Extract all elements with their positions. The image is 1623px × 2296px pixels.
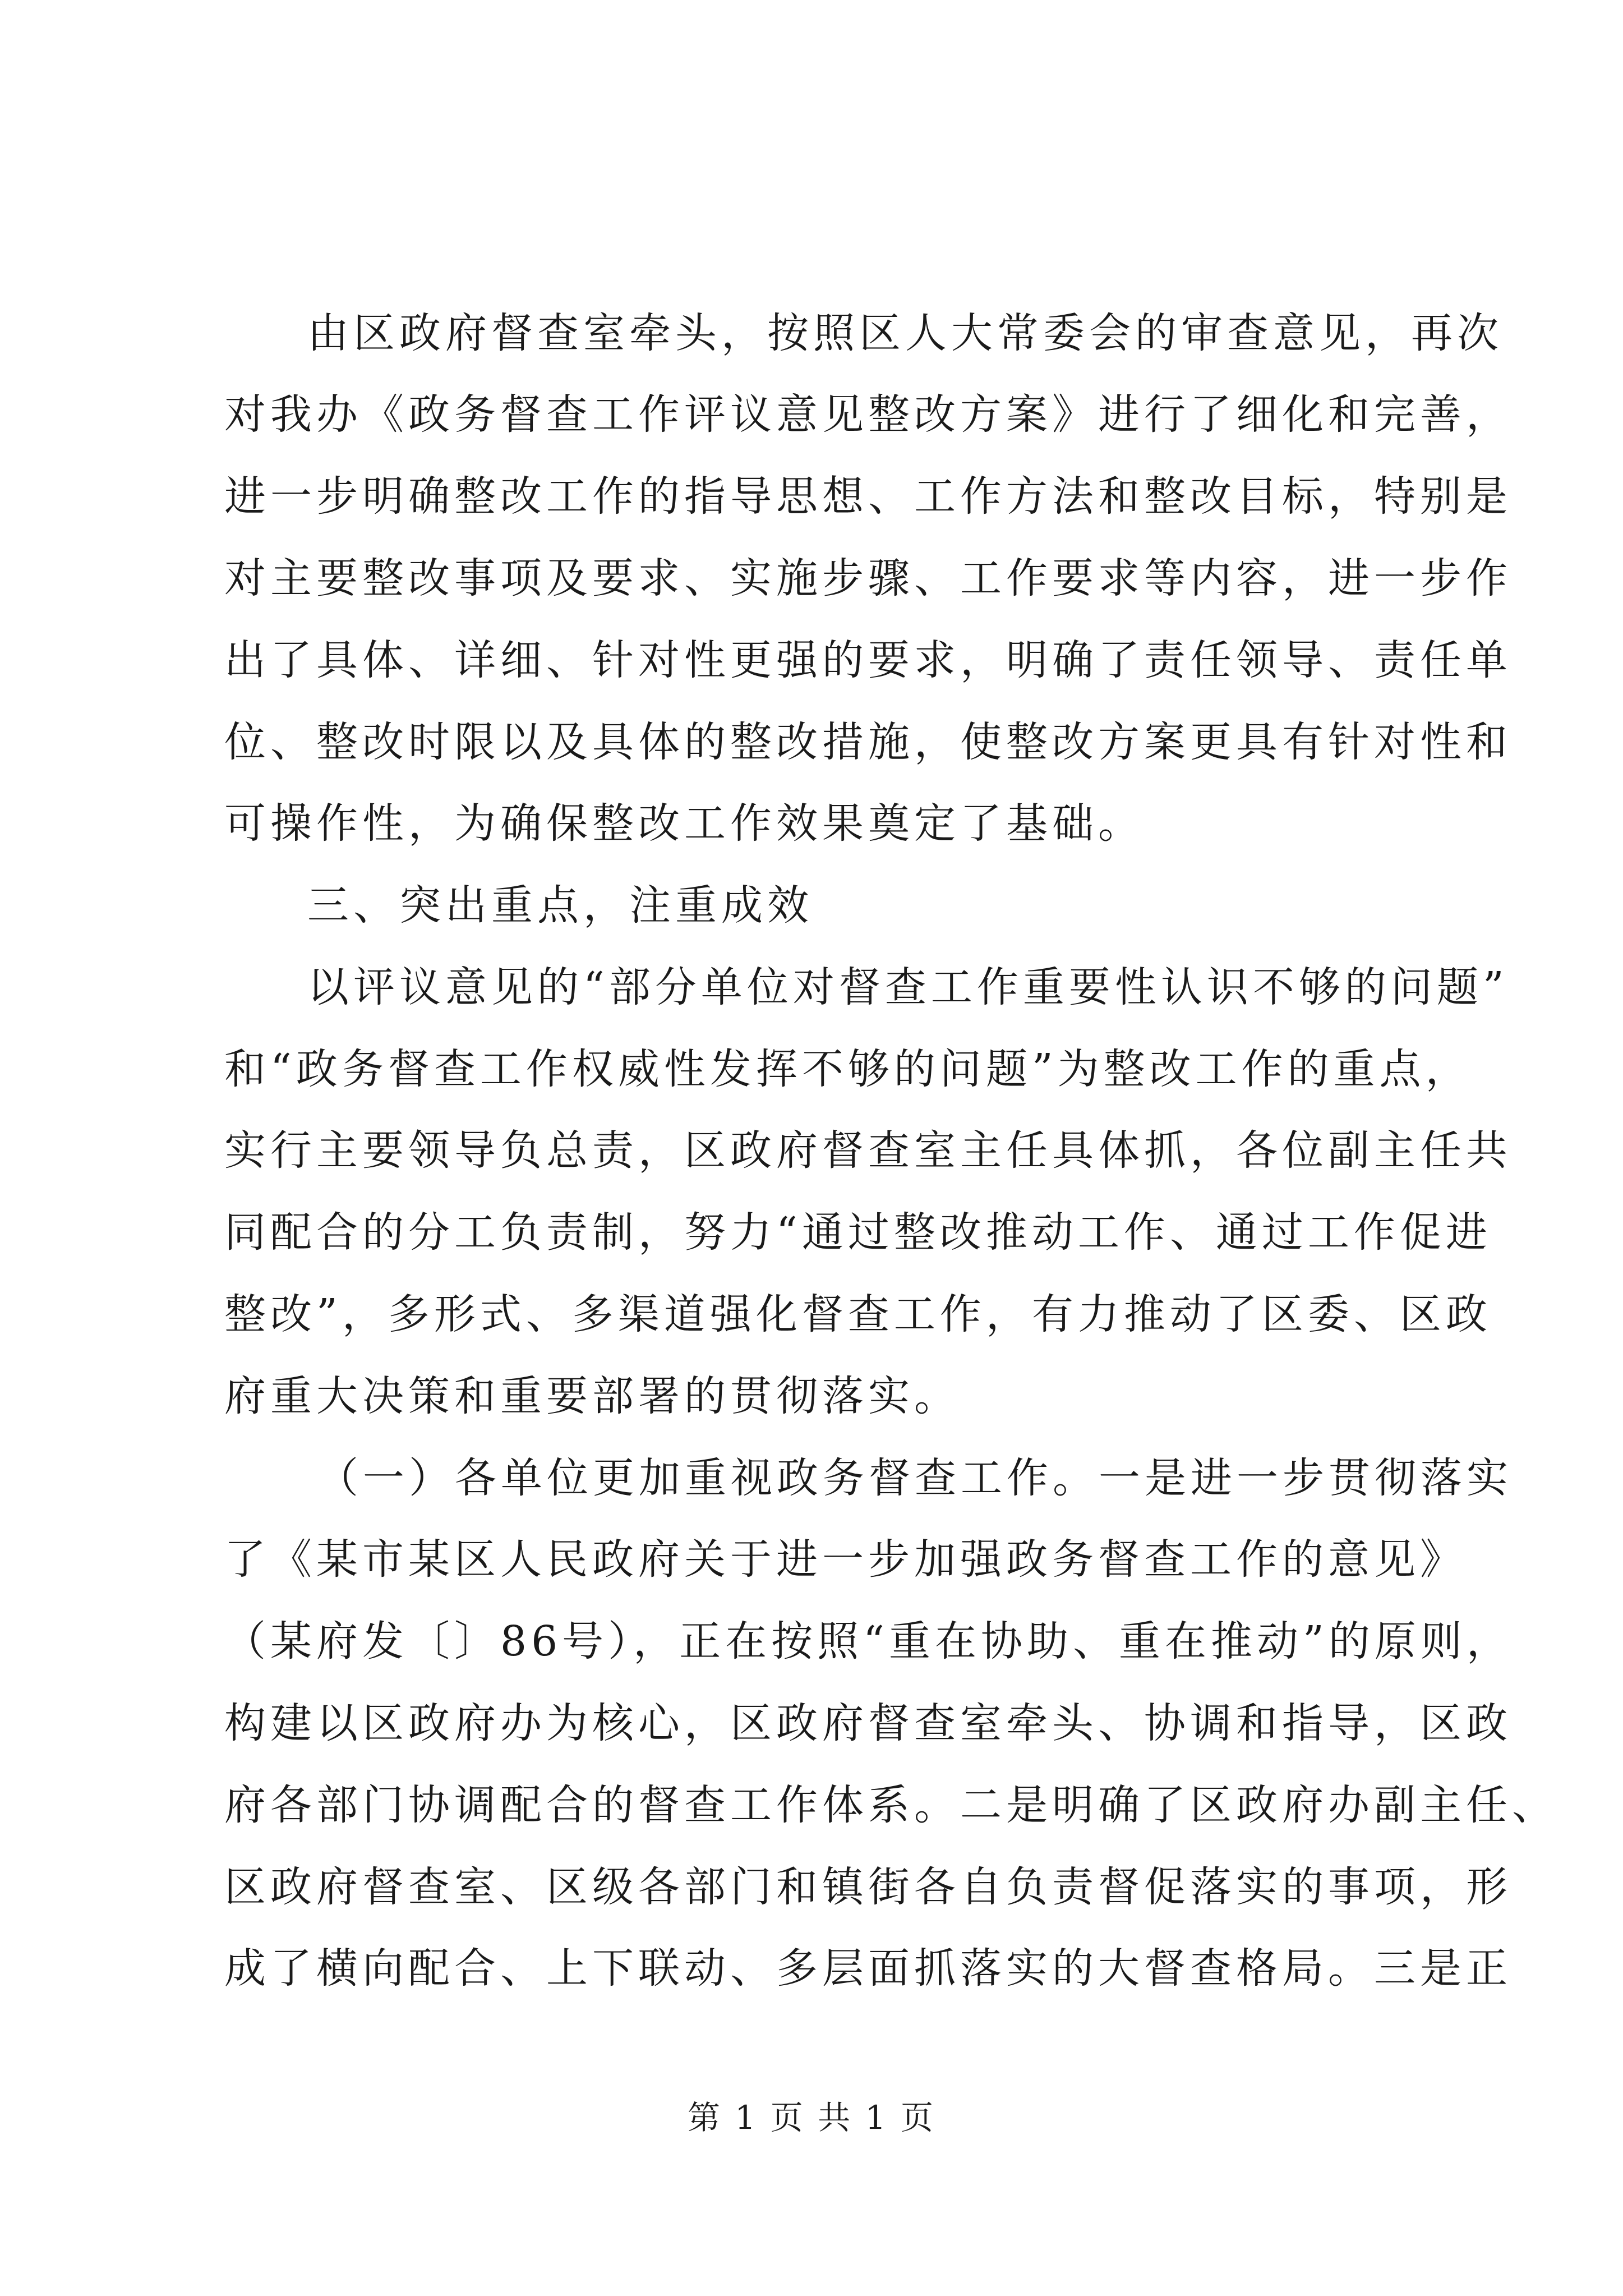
paragraph-line-10: 和“政务督查工作权威性发挥不够的问题”为整改工作的重点， [224,1045,1472,1093]
page-footer: 第 1 页 共 1 页 [688,2099,935,2137]
paragraph-line-13: 整改”，多形式、多渠道强化督查工作，有力推动了区委、区政 [224,1290,1492,1338]
paragraph-line-19: 府各部门协调配合的督查工作体系。二是明确了区政府办副主任、 [224,1781,1558,1829]
paragraph-line-12: 同配合的分工负责制，努力“通过整改推动工作、通过工作促进 [224,1208,1492,1257]
paragraph-line-5: 出了具体、详细、针对性更强的要求，明确了责任领导、责任单 [224,636,1512,684]
paragraph-line-15: （一）各单位更加重视政务督查工作。一是进一步贯彻落实 [317,1454,1513,1502]
paragraph-line-20: 区政府督查室、区级各部门和镇街各自负责督促落实的事项，形 [224,1863,1512,1911]
paragraph-line-2: 对我办《政务督查工作评议意见整改方案》进行了细化和完善， [224,390,1512,439]
section-heading: 三、突出重点，注重成效 [307,881,813,930]
paragraph-line-9: 以评议意见的“部分单位对督查工作重要性认识不够的问题” [307,963,1509,1011]
paragraph-line-21: 成了横向配合、上下联动、多层面抓落实的大督查格局。三是正 [224,1944,1512,1993]
paragraph-line-4: 对主要整改事项及要求、实施步骤、工作要求等内容，进一步作 [224,554,1512,602]
paragraph-line-18: 构建以区政府办为核心，区政府督查室牵头、协调和指导，区政 [224,1699,1512,1747]
paragraph-line-17: （某府发〔〕86号），正在按照“重在协助、重在推动”的原则， [224,1617,1513,1665]
paragraph-line-14: 府重大决策和重要部署的贯彻落实。 [224,1372,960,1420]
paragraph-line-16: 了《某市某区人民政府关于进一步加强政务督查工作的意见》 [224,1535,1466,1584]
paragraph-line-3: 进一步明确整改工作的指导思想、工作方法和整改目标，特别是 [224,472,1512,521]
paragraph-line-11: 实行主要领导负总责，区政府督查室主任具体抓，各位副主任共 [224,1126,1512,1175]
paragraph-line-7: 可操作性，为确保整改工作效果奠定了基础。 [224,799,1144,848]
paragraph-line-6: 位、整改时限以及具体的整改措施，使整改方案更具有针对性和 [224,718,1512,766]
paragraph-line-1: 由区政府督查室牵头，按照区人大常委会的审查意见，再次 [307,309,1503,357]
